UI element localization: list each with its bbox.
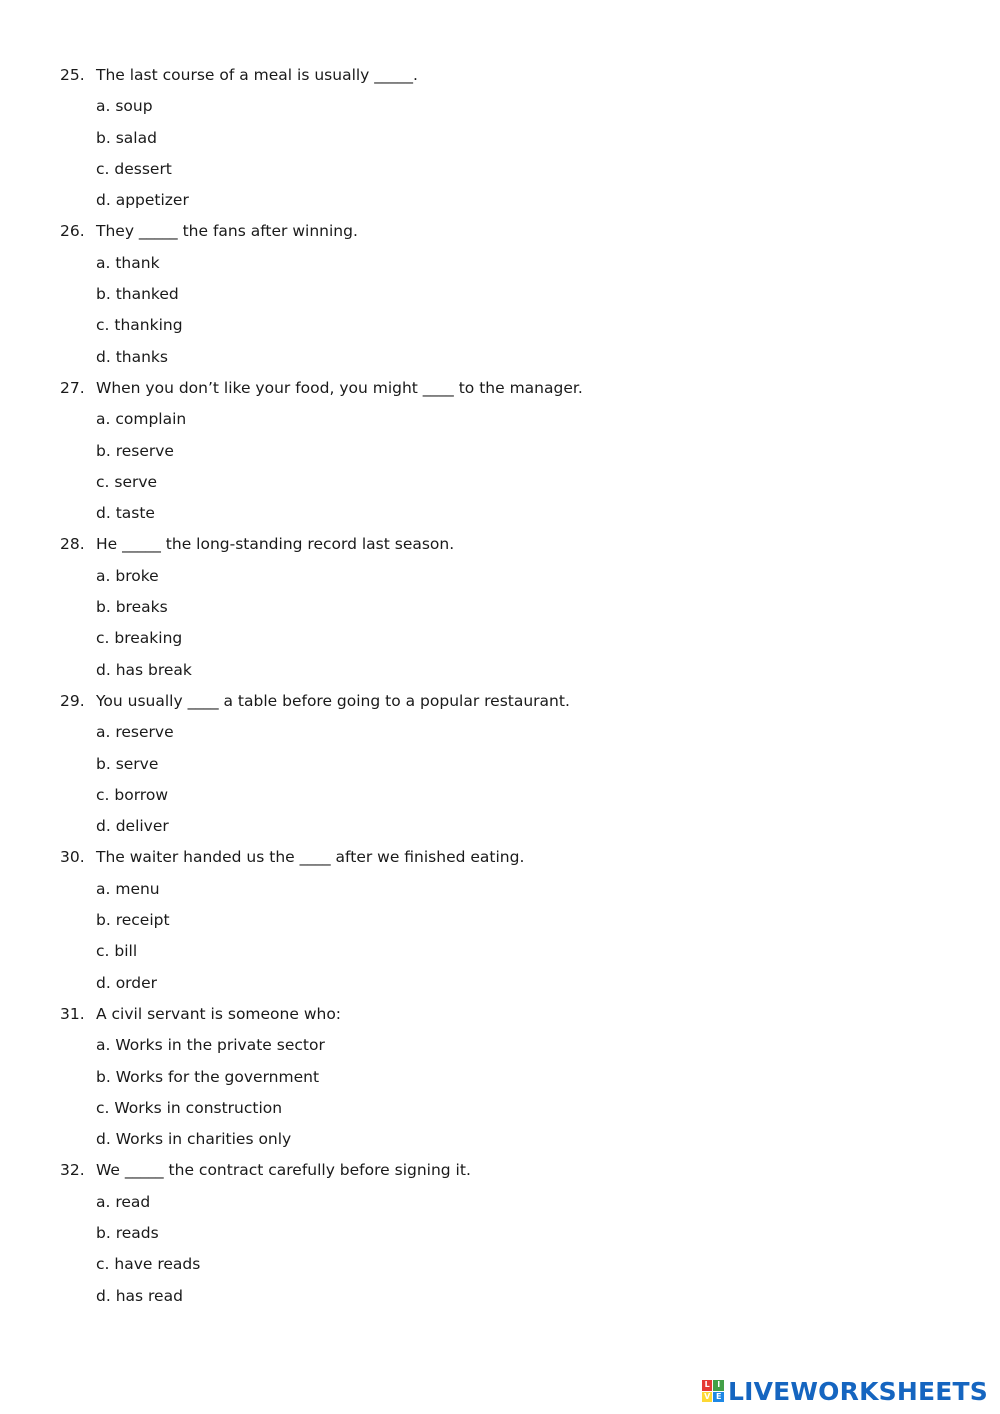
answer-option: a. complain bbox=[96, 410, 187, 429]
liveworksheets-logo-icon bbox=[702, 1380, 724, 1402]
answer-option: d. thanks bbox=[96, 347, 168, 366]
answer-option: b. receipt bbox=[96, 911, 170, 930]
question-32 bbox=[60, 1157, 960, 1188]
answer-option: d. appetizer bbox=[96, 191, 189, 210]
logo-mark-tile: I bbox=[713, 1380, 724, 1391]
logo-mark-tile: L bbox=[702, 1380, 713, 1391]
question-26 bbox=[60, 218, 960, 249]
answer-option: a. menu bbox=[96, 879, 160, 898]
answer-option: a. thank bbox=[96, 253, 160, 272]
question-number: 28. bbox=[60, 535, 85, 554]
answer-option: b. reads bbox=[96, 1223, 159, 1242]
answer-option: c. borrow bbox=[96, 785, 168, 804]
answer-option: d. has read bbox=[96, 1286, 183, 1305]
answer-option: c. have reads bbox=[96, 1255, 201, 1274]
question-text: The waiter handed us the ____ after we finished eating. bbox=[96, 848, 525, 867]
question-text: The last course of a meal is usually _____. bbox=[96, 66, 418, 84]
answer-option: b. Works for the government bbox=[96, 1067, 320, 1086]
answer-option: c. thanking bbox=[96, 316, 183, 335]
question-number: 26. bbox=[60, 222, 85, 241]
answer-option: c. dessert bbox=[96, 159, 172, 178]
question-number: 32. bbox=[60, 1161, 85, 1180]
answer-option: d. taste bbox=[96, 504, 155, 523]
question-text: You usually ____ a table before going to a popular restaurant. bbox=[96, 691, 570, 710]
answer-option: b. breaks bbox=[96, 598, 168, 617]
question-list bbox=[60, 62, 960, 1314]
answer-option: c. serve bbox=[96, 472, 158, 491]
question-31 bbox=[60, 1001, 960, 1032]
question-number: 27. bbox=[60, 378, 85, 397]
answer-option: a. Works in the private sector bbox=[96, 1036, 325, 1055]
logo-mark-tile: E bbox=[713, 1392, 724, 1403]
liveworksheets-logo bbox=[702, 1374, 988, 1408]
question-25 bbox=[60, 62, 960, 93]
question-27 bbox=[60, 375, 960, 406]
answer-option: b. salad bbox=[96, 128, 157, 147]
question-number: 31. bbox=[60, 1004, 85, 1023]
logo-mark-tile: V bbox=[702, 1392, 713, 1403]
answer-option: b. reserve bbox=[96, 441, 174, 460]
logo-text: LIVEWORKSHEETS bbox=[727, 1376, 988, 1406]
answer-option: c. breaking bbox=[96, 629, 183, 648]
answer-option: c. Works in construction bbox=[96, 1098, 283, 1117]
answer-option: d. Works in charities only bbox=[96, 1130, 292, 1149]
question-text: We _____ the contract carefully before signing it. bbox=[96, 1161, 471, 1180]
question-30 bbox=[60, 844, 960, 875]
question-28 bbox=[60, 531, 960, 562]
question-number: 29. bbox=[60, 691, 85, 710]
question-text: They _____ the fans after winning. bbox=[96, 222, 358, 241]
answer-option: d. order bbox=[96, 973, 158, 992]
answer-option: a. reserve bbox=[96, 723, 174, 742]
question-29 bbox=[60, 688, 960, 719]
question-number: 30. bbox=[60, 848, 85, 867]
answer-option: a. broke bbox=[96, 566, 159, 585]
question-number: 25. bbox=[60, 66, 85, 84]
question-text: When you don’t like your food, you might ____ to the manager. bbox=[96, 378, 583, 397]
answer-option: b. serve bbox=[96, 754, 159, 773]
answer-option: a. soup bbox=[96, 97, 153, 116]
answer-option: c. bill bbox=[96, 942, 138, 961]
answer-option: b. thanked bbox=[96, 285, 179, 304]
answer-option: d. deliver bbox=[96, 817, 169, 836]
answer-option: d. has break bbox=[96, 660, 192, 679]
answer-option: a. read bbox=[96, 1192, 151, 1211]
question-text: A civil servant is someone who: bbox=[96, 1004, 342, 1023]
question-text: He _____ the long-standing record last season. bbox=[96, 535, 455, 554]
